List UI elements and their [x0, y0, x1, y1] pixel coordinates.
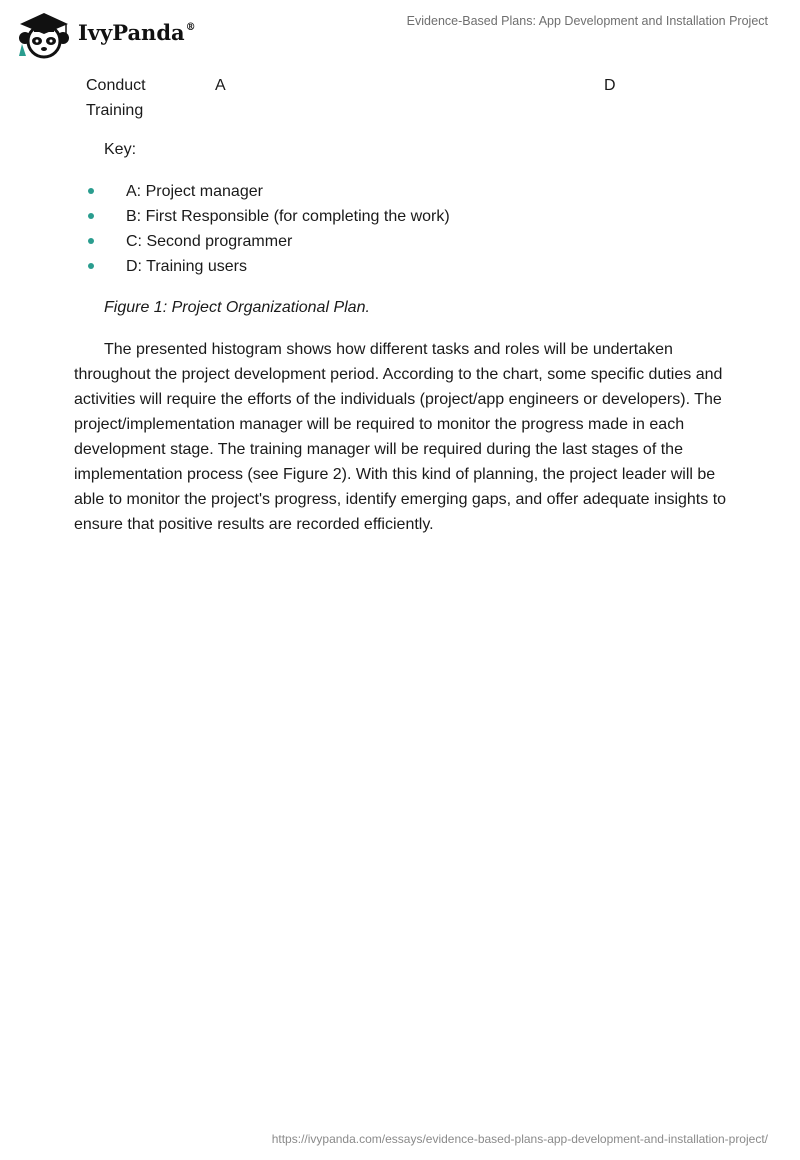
- figure-caption: Figure 1: Project Organizational Plan.: [104, 299, 370, 316]
- list-item: C: Second programmer: [86, 229, 450, 254]
- ivypanda-logo[interactable]: [16, 8, 196, 60]
- bullet-icon: [88, 263, 94, 269]
- role-cell-d: D: [604, 77, 616, 94]
- body-paragraph: The presented histogram shows how different tasks and roles will be undertaken throughout the project development period. According to the chart, some specific duties and activities will require the efforts of the individuals (project/app engineers or developers). The project/implementation manager will be required to monitor the progress made in each development stage. The training manager will be required during the last stages of the implementation process (see Figure 2). With this kind of planning, the project leader will be able to monitor the project's progress, identify emerging gaps, and offer adequate insights to ensure that positive results are recorded efficiently.: [74, 341, 727, 533]
- key-list: [86, 179, 450, 279]
- bullet-icon: [88, 188, 94, 194]
- list-item: A: Project manager: [86, 179, 450, 204]
- brand-name: IvyPanda®: [78, 20, 196, 45]
- role-cell-a: A: [215, 77, 226, 94]
- document-title: Evidence-Based Plans: App Development and Installation Project: [406, 14, 768, 28]
- task-cell: Conduct Training: [86, 77, 146, 119]
- list-item: D: Training users: [86, 254, 450, 279]
- table-row: [86, 73, 726, 123]
- key-label: Key:: [104, 141, 137, 158]
- list-item: B: First Responsible (for completing the work): [86, 204, 450, 229]
- bullet-icon: [88, 213, 94, 219]
- bullet-icon: [88, 238, 94, 244]
- panda-graduate-icon: [16, 8, 76, 60]
- footer-url[interactable]: https://ivypanda.com/essays/evidence-based-plans-app-development-and-installation-project/: [271, 1132, 768, 1146]
